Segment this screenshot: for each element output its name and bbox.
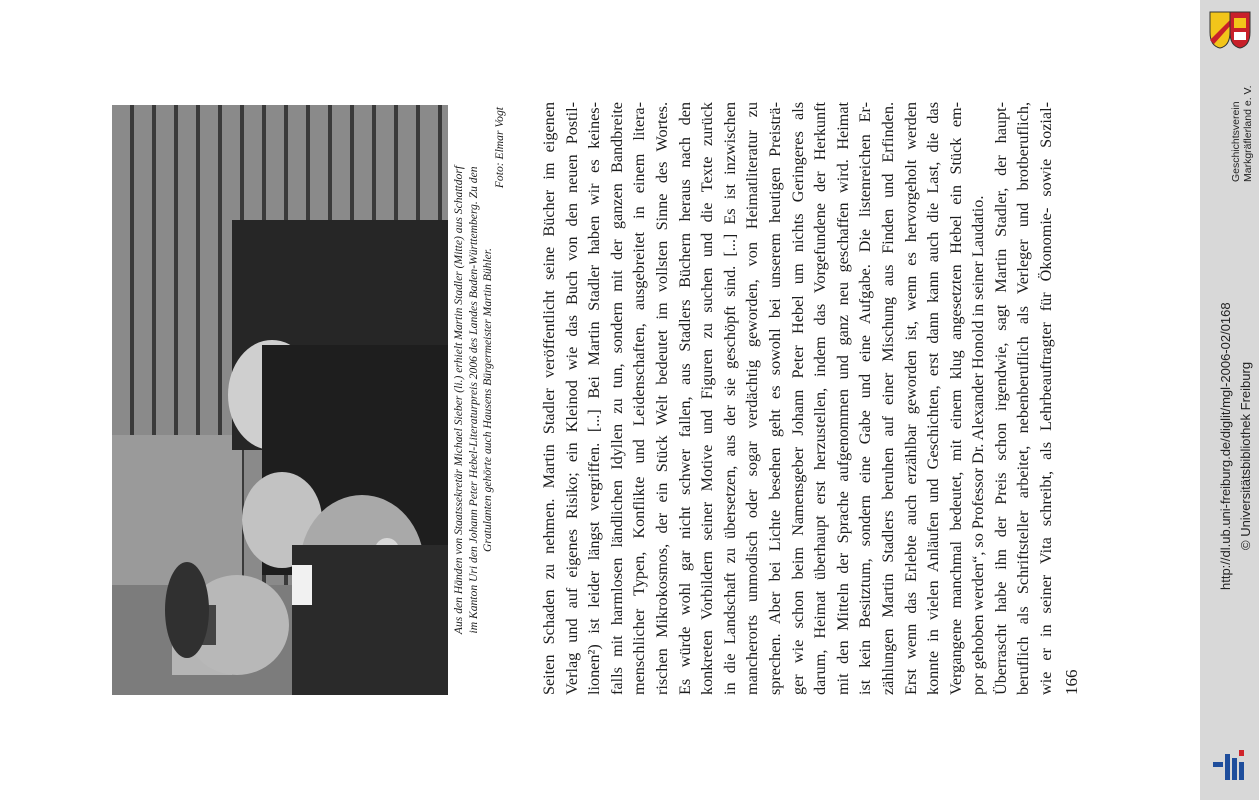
body-line: por gehoben werden“, so Professor Dr. Alexander Honold in seiner Laudatio. bbox=[969, 195, 988, 695]
body-line: lionen²) ist leider längst vergriffen. [...] Bei Martin Stadler haben wir es keines- bbox=[585, 102, 604, 695]
body-line: falls mit harmlosen ländlichen Idyllen zu tun, sondern mit der ganzen Bandbreite bbox=[607, 102, 626, 695]
body-line: in die Landschaft zu übersetzen, aus der sie geschöpft sind. [...] Es ist inzwischen bbox=[720, 102, 739, 695]
body-line: wie er in seiner Vita schreibt, als Lehrbeauftragter für Ökonomie- sowie Sozial- bbox=[1037, 102, 1056, 695]
markgraeflerland-crest-icon bbox=[1208, 10, 1252, 50]
body-line: ist kein Besitztum, sondern eine Gabe und eine Aufgabe. Die listenreichen Er- bbox=[856, 102, 875, 695]
body-line: Verlag und auf eigenes Risiko; ein Kleinod wie das Buch von den neuen Postil- bbox=[562, 102, 581, 695]
body-line: ger wie schon beim Namensgeber Johann Peter Hebel um nichts Geringeres als bbox=[788, 102, 807, 695]
body-line: beruflich als Schriftsteller arbeitet, nebenberuflich als Verleger und brotberuflich, bbox=[1014, 102, 1033, 695]
body-line: Erst wenn das Erlebte auch erzählbar geworden ist, wenn es hervorgeholt werden bbox=[901, 102, 920, 695]
photo-credit: Foto: Elmar Vogt bbox=[493, 107, 506, 189]
body-line: konnte in vielen Anläufen und Geschichten, erst dann kann auch die Last, die das bbox=[924, 102, 943, 695]
copyright-notice: © Universitätsbibliothek Freiburg bbox=[1238, 361, 1253, 550]
body-line: menschlicher Typen, Konflikte und Leidenschaften, ausgebreitet in einem litera- bbox=[630, 102, 649, 695]
caption-line: Gratulanten gehörte auch Hausens Bürgermeister Martin Bühler. bbox=[481, 248, 494, 552]
org-line: Geschichtsverein bbox=[1230, 101, 1242, 182]
award-photo-image bbox=[112, 105, 448, 695]
body-line: mit den Mitteln der Sprache aufgenommen und ganz neu geschaffen wird. Heimat bbox=[833, 102, 852, 695]
body-line: Seiten Schaden zu nehmen. Martin Stadler veröffentlicht seine Bücher im eigenen bbox=[540, 102, 558, 695]
caption-line: im Kanton Uri den Johann Peter Hebel-Literaturpreis 2006 des Landes Baden-Württemberg. Zu den bbox=[466, 166, 480, 634]
ub-freiburg-logo-icon bbox=[1209, 748, 1253, 782]
body-line: Es würde wohl gar nicht schwer fallen, aus Stadlers Büchern heraus nach den bbox=[675, 102, 694, 695]
source-url[interactable]: http://dl.ub.uni-freiburg.de/diglit/mgl-2006-02/0168 bbox=[1218, 302, 1233, 590]
body-line: rischen Mikrokosmos, der ein Stück Welt bedeutet im vollsten Sinne des Wortes. bbox=[652, 102, 671, 695]
body-line: darum, Heimat überhaupt erst herzustellen, indem das Vorgefundene der Herkunft bbox=[811, 102, 830, 695]
org-line: Markgräflerland e. V. bbox=[1242, 85, 1254, 182]
body-line: konkreten Vorbildern seiner Motive und Figuren zu suchen und die Texte zurück bbox=[698, 102, 717, 695]
body-line: Überrascht habe ihn der Preis schon irgendwie, sagt Martin Stadler, der haupt- bbox=[991, 102, 1010, 695]
page-number: 166 bbox=[1062, 669, 1081, 695]
photo-caption bbox=[452, 105, 496, 695]
award-photo bbox=[112, 105, 448, 695]
body-line: sprechen. Aber bei Lichte besehen geht es sowohl bei unserem heutigen Preisträ- bbox=[765, 102, 784, 695]
body-line: Vergangene manchmal bedeutet, mit einem klug angesetzten Hebel ein Stück em- bbox=[946, 102, 965, 695]
body-line: mancherorts unmodisch oder sogar verdächtig geworden, von Heimatliteratur zu bbox=[743, 102, 762, 695]
body-line: zählungen Martin Stadlers beruhen auf einer Mischung aus Finden und Erfinden. bbox=[878, 102, 897, 695]
body-text bbox=[538, 102, 1058, 695]
caption-line: Aus den Händen von Staatssekretär Michael Sieber (li.) erhielt Martin Stadler (Mitte) aus Schattdorf bbox=[452, 165, 465, 635]
org-name bbox=[1230, 86, 1254, 183]
